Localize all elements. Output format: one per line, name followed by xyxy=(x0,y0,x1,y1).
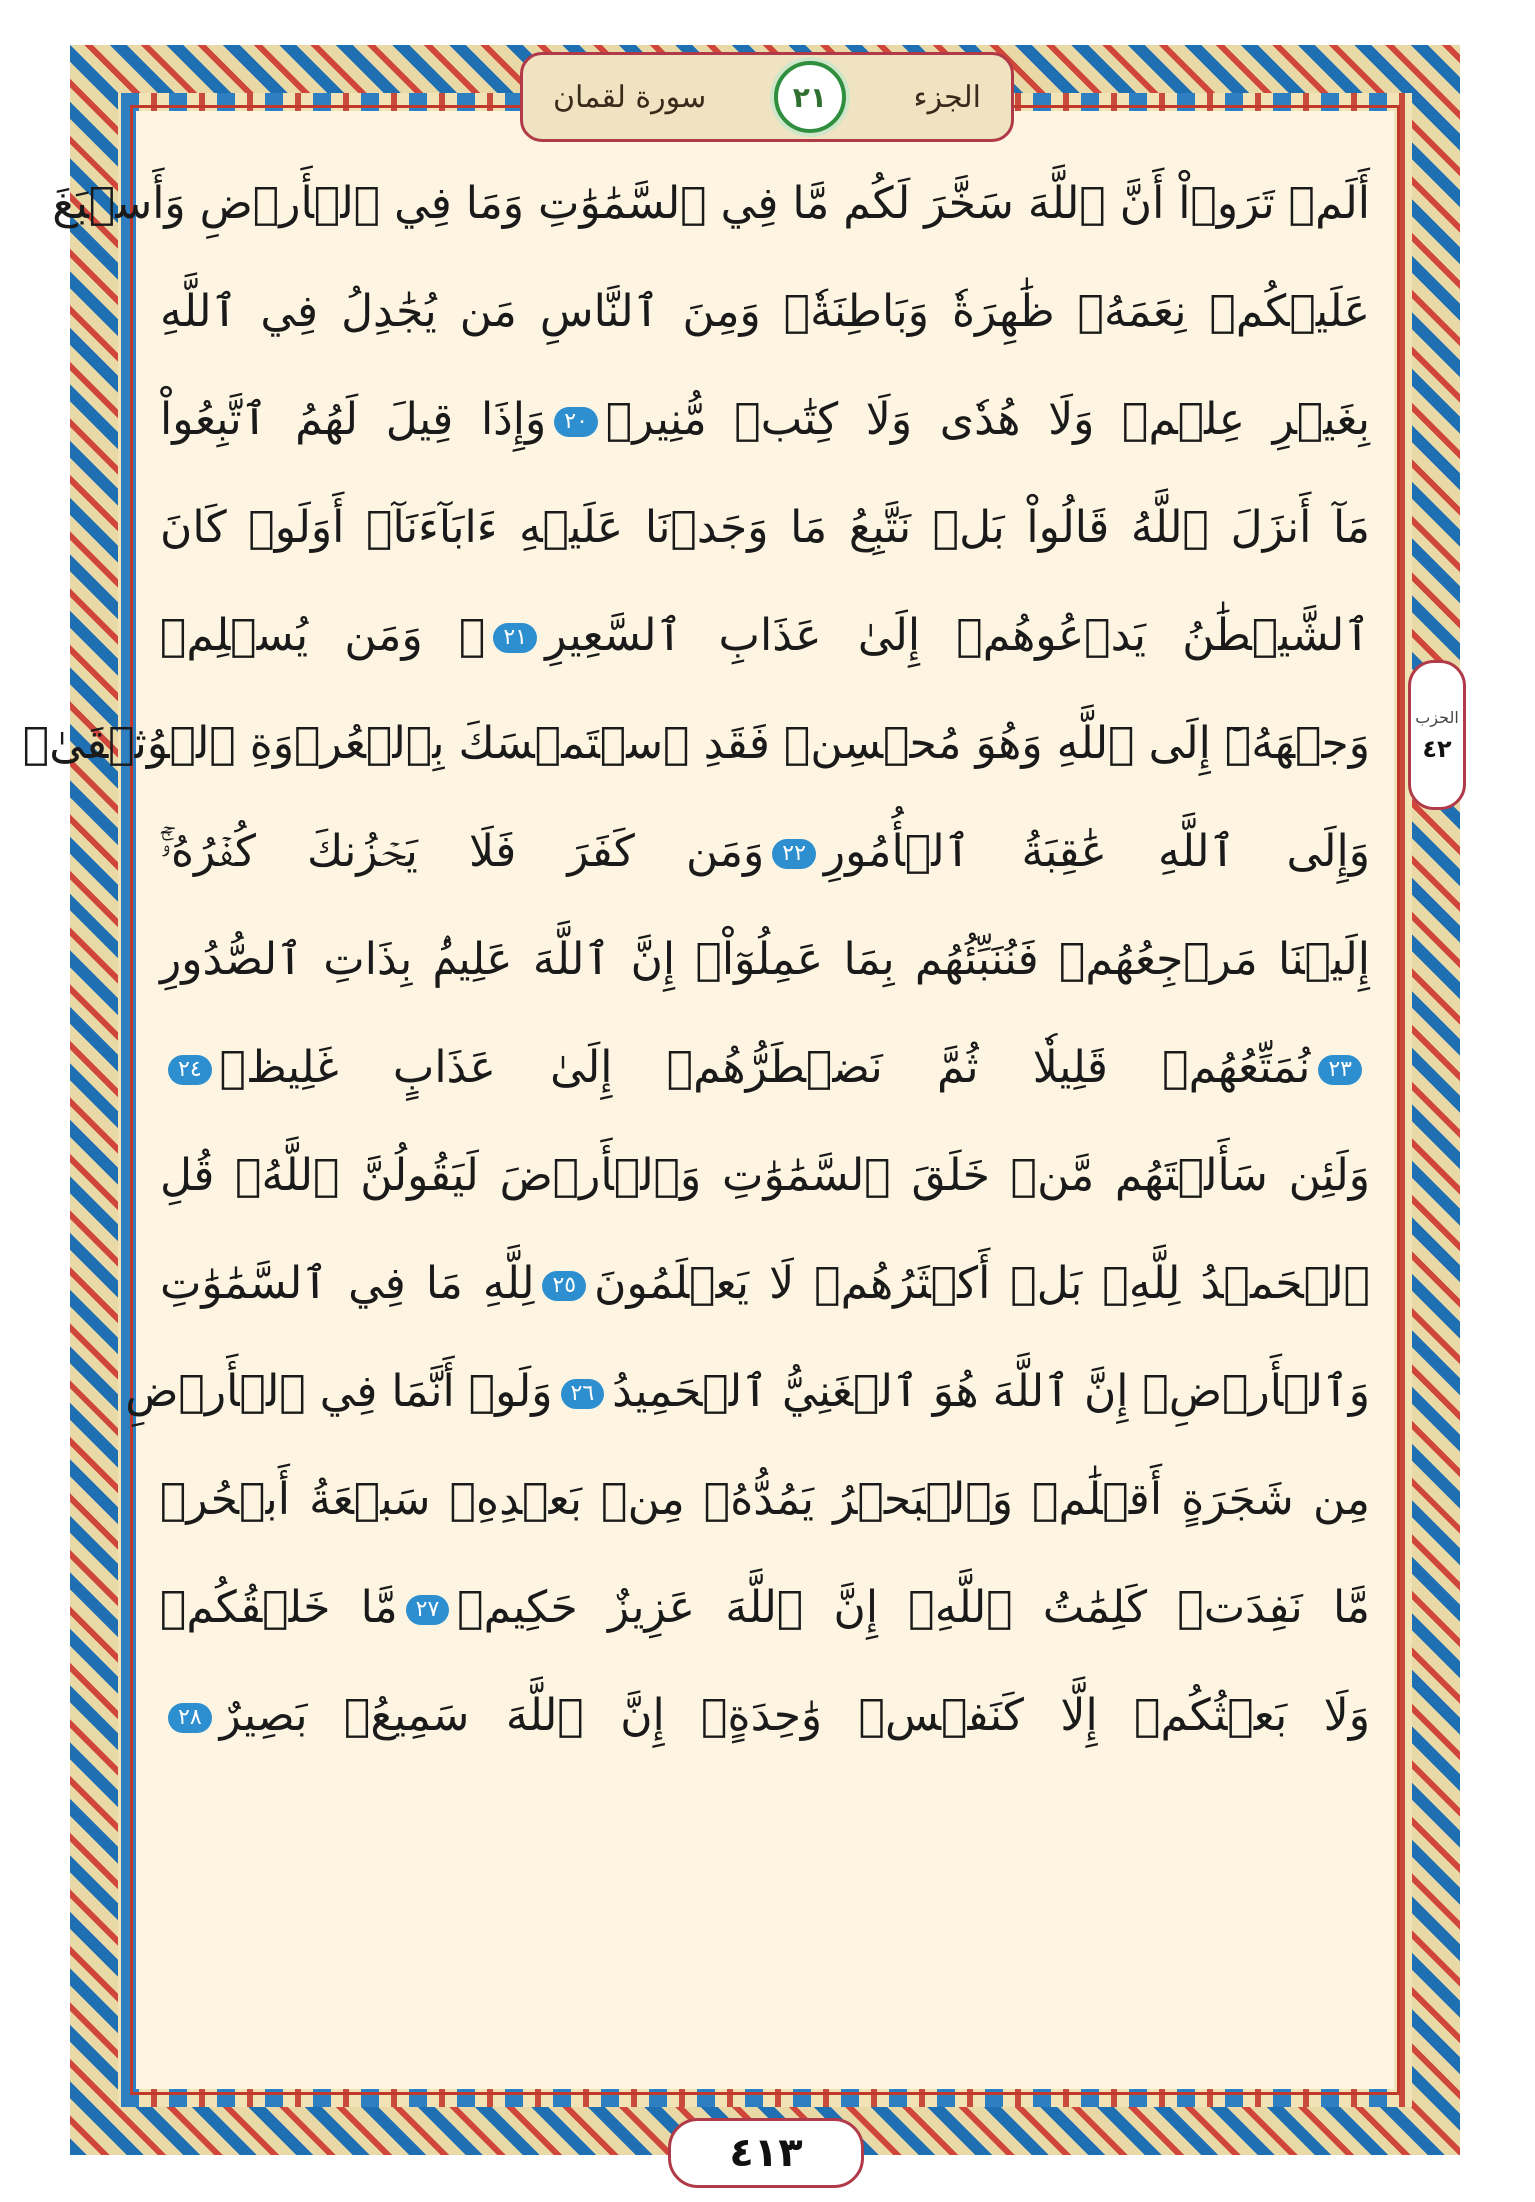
verse-text: ٱلشَّيۡطَٰنُ يَدۡعُوهُمۡ إِلَىٰ عَذَابِ ٱلسَّعِيرِ xyxy=(545,610,1371,661)
juz-number-badge xyxy=(774,61,846,133)
hizb-number: ٤٢ xyxy=(1422,734,1452,763)
hizb-label: الحزب xyxy=(1415,707,1459,727)
verse-text: وَمَن كَفَرَ فَلَا يَحۡزُنكَ كُفۡرُهُۥٓۚ xyxy=(160,826,765,877)
ayah-number-marker: ٢٦ xyxy=(561,1379,605,1409)
verse-line xyxy=(160,258,1370,366)
verse-text: مِن شَجَرَةٍ أَقۡلَٰمٞ وَٱلۡبَحۡرُ يَمُدُّهُۥ مِنۢ بَعۡدِهِۦ سَبۡعَةُ أَبۡحُرٖ xyxy=(160,1474,1370,1525)
verse-line xyxy=(160,1662,1370,1770)
page-header xyxy=(520,52,1014,142)
verse-text: عَلَيۡكُمۡ نِعَمَهُۥ ظَٰهِرَةٗ وَبَاطِنَةٗۗ وَمِنَ ٱلنَّاسِ مَن يُجَٰدِلُ فِي ٱللَّهِ xyxy=(160,286,1370,337)
verse-text: مَآ أَنزَلَ ٱللَّهُ قَالُواْ بَلۡ نَتَّبِعُ مَا وَجَدۡنَا عَلَيۡهِ ءَابَآءَنَآۚ أَوَلَوۡ كَانَ xyxy=(160,502,1370,553)
verse-line xyxy=(160,1014,1370,1122)
verse-line xyxy=(160,582,1370,690)
verse-text: وَإِلَى ٱللَّهِ عَٰقِبَةُ ٱلۡأُمُورِ xyxy=(823,826,1371,877)
verse-text: مَّا نَفِدَتۡ كَلِمَٰتُ ٱللَّهِۚ إِنَّ ٱللَّهَ عَزِيزٌ حَكِيمٞ xyxy=(457,1582,1370,1633)
verse-text: وَجۡهَهُۥٓ إِلَى ٱللَّهِ وَهُوَ مُحۡسِنٞ فَقَدِ ٱسۡتَمۡسَكَ بِٱلۡعُرۡوَةِ ٱلۡوُثۡقَىٰۗ xyxy=(22,718,1370,769)
ayah-number-marker: ٢٤ xyxy=(168,1055,212,1085)
verse-line xyxy=(160,1122,1370,1230)
verse-text: لِلَّهِ مَا فِي ٱلسَّمَٰوَٰتِ xyxy=(160,1258,535,1309)
verse-line xyxy=(160,1230,1370,1338)
verse-text: وَلَوۡ أَنَّمَا فِي ٱلۡأَرۡضِ xyxy=(125,1366,553,1417)
juz-number: ٢١ xyxy=(792,80,827,114)
verse-text: إِلَيۡنَا مَرۡجِعُهُمۡ فَنُنَبِّئُهُم بِمَا عَمِلُوٓاْۚ إِنَّ ٱللَّهَ عَلِيمُۢ بِذَاتِ ٱلصُّدُورِ xyxy=(160,934,1370,985)
juz-label: الجزء xyxy=(913,79,981,115)
verse-text: مَّا خَلۡقُكُمۡ xyxy=(160,1582,398,1633)
verse-text: وَلَئِن سَأَلۡتَهُم مَّنۡ خَلَقَ ٱلسَّمَٰوَٰتِ وَٱلۡأَرۡضَ لَيَقُولُنَّ ٱللَّهُۚ قُلِ xyxy=(160,1150,1370,1201)
ayah-number-marker: ٢١ xyxy=(493,623,537,653)
verse-line xyxy=(160,366,1370,474)
verse-line xyxy=(160,906,1370,1014)
verse-text: نُمَتِّعُهُمۡ قَلِيلٗا ثُمَّ نَضۡطَرُّهُمۡ إِلَىٰ عَذَابٍ غَلِيظٖ xyxy=(219,1042,1311,1093)
ayah-number-marker: ٢٢ xyxy=(772,839,816,869)
page-number: ٤١٣ xyxy=(729,2130,803,2176)
verse-line xyxy=(125,1338,1370,1446)
verse-line xyxy=(160,798,1370,906)
verse-lines xyxy=(22,150,1371,1770)
verse-line xyxy=(160,1554,1370,1662)
ayah-number-marker: ٢٨ xyxy=(168,1703,212,1733)
verse-text: وَٱلۡأَرۡضِۚ إِنَّ ٱللَّهَ هُوَ ٱلۡغَنِيُّ ٱلۡحَمِيدُ xyxy=(612,1366,1370,1417)
verse-text: أَلَمۡ تَرَوۡاْ أَنَّ ٱللَّهَ سَخَّرَ لَكُم مَّا فِي ٱلسَّمَٰوَٰتِ وَمَا فِي ٱلۡأَرۡضِ وَأَسۡبَغَ xyxy=(52,178,1370,229)
page-number-badge xyxy=(668,2118,864,2188)
verse-text: بِغَيۡرِ عِلۡمٖ وَلَا هُدٗى وَلَا كِتَٰبٖ مُّنِيرٖ xyxy=(605,394,1371,445)
ayah-number-marker: ٢٣ xyxy=(1318,1055,1362,1085)
ayah-number-marker: ٢٥ xyxy=(542,1271,586,1301)
verse-line xyxy=(160,474,1370,582)
verse-text: وَإِذَا قِيلَ لَهُمُ ٱتَّبِعُواْ xyxy=(160,394,547,445)
verse-text: ۞ وَمَن يُسۡلِمۡ xyxy=(160,610,486,661)
surah-name: سورة لقمان xyxy=(553,79,707,115)
verse-line xyxy=(160,1446,1370,1554)
verse-line xyxy=(52,150,1370,258)
hizb-marker xyxy=(1408,660,1466,810)
ayah-number-marker: ٢٠ xyxy=(554,407,598,437)
ayah-number-marker: ٢٧ xyxy=(406,1595,450,1625)
verse-text: ٱلۡحَمۡدُ لِلَّهِۚ بَلۡ أَكۡثَرُهُمۡ لَا يَعۡلَمُونَ xyxy=(594,1258,1370,1309)
verse-line xyxy=(22,690,1370,798)
verse-text: وَلَا بَعۡثُكُمۡ إِلَّا كَنَفۡسٖ وَٰحِدَةٍۚ إِنَّ ٱللَّهَ سَمِيعُۢ بَصِيرٌ xyxy=(219,1690,1370,1741)
